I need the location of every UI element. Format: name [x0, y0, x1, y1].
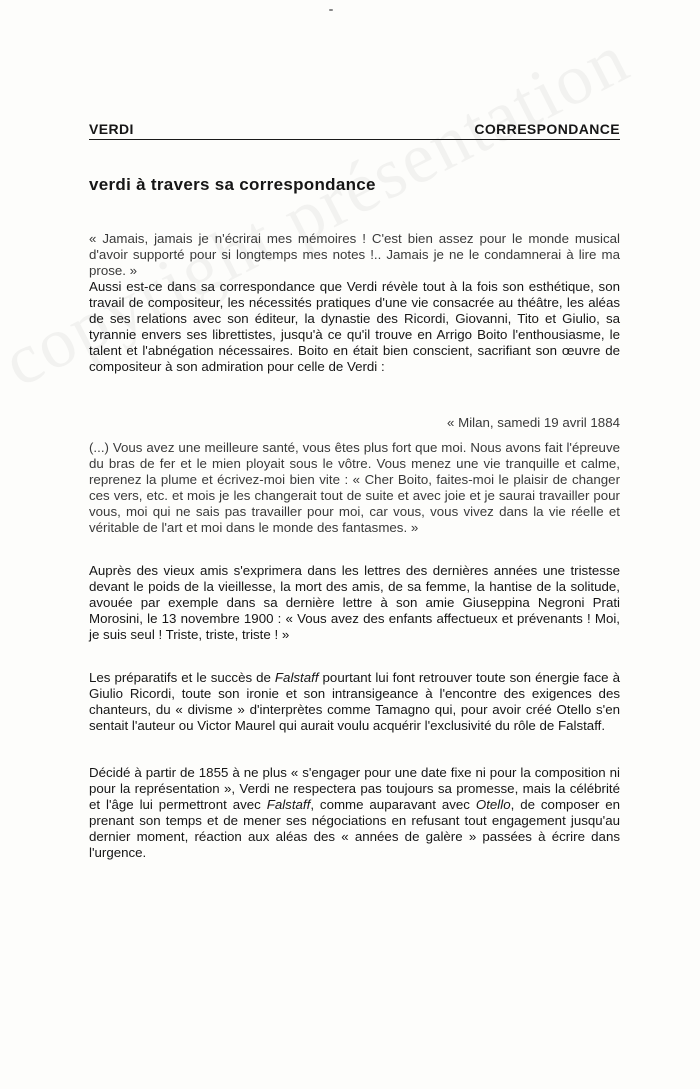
falstaff-text-end: pourtant lui font retrouver toute son énergie face à Giulio Ricordi, toute son ironie et son intransigeance à l'encontre des exigences des chanteurs, du « divisme » d'interprètes comme Tamagno qui, pour avoir créé Otello s'en sentait l'auteur ou Victor Maurel qui aurait voulu acquérir l'exclusivité du rôle de Falstaff.: [89, 670, 620, 733]
header-left-label: VERDI: [89, 121, 134, 137]
decide-text-end: , de composer en prenant son temps et de mener ses négociations en refusant tout engagement jusqu'au dernier moment, réaction aux aléas des « années de galère » passées à écrire dans l'urgence.: [89, 797, 620, 860]
paragraph-intro: Aussi est-ce dans sa correspondance que Verdi révèle tout à la fois son esthétique, son travail de compositeur, les nécessités pratiques d'une vie consacrée au théâtre, les aléas de ses relations avec son éditeur, la dynastie des Ricordi, Giovanni, Tito et Giulio, sa tyrannie envers ses librettistes, jusqu'à ce qu'il trouve en Arrigo Boito l'enthousiasme, le talent et l'abnégation nécessaires. Boito en était bien conscient, sacrifiant son œuvre de compositeur à son admiration pour celle de Verdi :: [89, 279, 620, 374]
decide-otello-title: Otello: [475, 797, 511, 812]
falstaff-title: Falstaff: [274, 670, 319, 685]
letter-dateline: « Milan, samedi 19 avril 1884: [447, 415, 620, 430]
paragraph-1855-decision: [89, 765, 620, 875]
paragraph-falstaff: [89, 670, 620, 754]
decide-text-start: Décidé à partir de 1855 à ne plus « s'engager pour une date fixe ni pour la composition ni pour la représentation », Verdi ne respectera pas toujours sa promesse, mais la célébrité et l'âge lui permettront avec: [89, 765, 620, 812]
page-title: verdi à travers sa correspondance: [89, 175, 376, 194]
scan-mark: [329, 9, 333, 11]
running-header: [89, 121, 620, 140]
header-right-label: CORRESPONDANCE: [474, 121, 620, 137]
decide-text-middle: , comme auparavant avec: [310, 797, 476, 812]
quote-memoirs: « Jamais, jamais je n'écrirai mes mémoires ! C'est bien assez pour le monde musical d'avoir supporté pour si longtemps mes notes !.. Jamais je ne le condamnerai à lire ma prose. »: [89, 231, 620, 278]
quote-boito-letter: (...) Vous avez une meilleure santé, vous êtes plus fort que moi. Nous avons fait l'épreuve du bras de fer et le mien ployait sous le vôtre. Vous menez une vie tranquille et calme, reprenez la plume et écrivez-moi bien vite : « Cher Boito, faites-moi le plaisir de changer ces vers, etc. et mois je les changerait tout de suite et avec joie et je saurai travailler pour vous, moi qui ne sais pas travailler pour moi, car vous, vous vivez dans la vie réelle et véritable de l'art et moi dans le monde des fantasmes. »: [89, 440, 620, 535]
paragraph-old-friends: Auprès des vieux amis s'exprimera dans les lettres des dernières années une tristesse devant le poids de la vieillesse, la mort des amis, de sa femme, la hantise de la solitude, avouée par exemple dans sa dernière lettre à son amie Giuseppina Negroni Prati Morosini, le 13 novembre 1900 : « Vous avez des enfants affectueux et prévenants ! Moi, je suis seul ! Triste, triste, triste ! »: [89, 563, 620, 642]
falstaff-text-start: Les préparatifs et le succès de: [89, 670, 275, 685]
decide-falstaff-title: Falstaff: [266, 797, 311, 812]
